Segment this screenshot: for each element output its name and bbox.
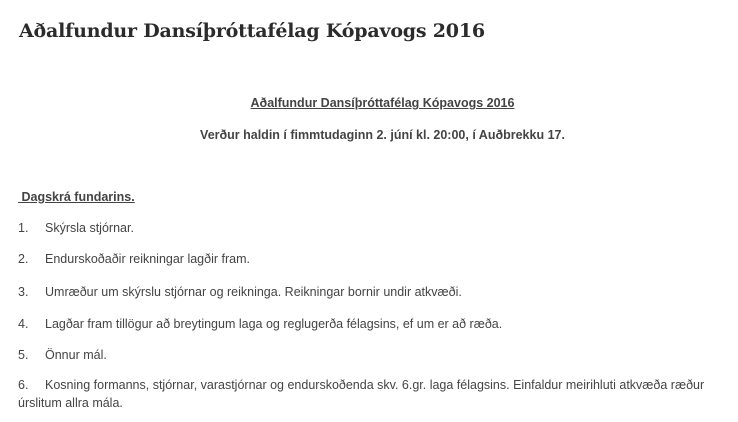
agenda-title: Dagskrá fundarins. — [18, 190, 135, 204]
agenda-item-number: 6. — [18, 378, 29, 392]
agenda-item-number: 3. — [18, 285, 29, 299]
page-title: Aðalfundur Dansíþróttafélag Kópavogs 2016 — [19, 20, 485, 42]
agenda-item — [18, 219, 733, 237]
agenda-item — [18, 250, 733, 268]
agenda-item-text: Umræður um skýrslu stjórnar og reikninga. Reikningar bornir undir atkvæði. — [45, 285, 462, 299]
meeting-heading: Aðalfundur Dansíþróttafélag Kópavogs 2016 — [250, 96, 515, 110]
meeting-details: Verður haldin í fimmtudaginn 2. júní kl. 20:00, í Auðbrekku 17. — [200, 128, 565, 142]
agenda-item-text: Önnur mál. — [45, 348, 107, 362]
agenda-item-text: Endurskoðaðir reikningar lagðir fram. — [45, 252, 250, 266]
agenda-item — [18, 346, 733, 364]
agenda-item — [18, 376, 733, 412]
agenda-item-text: Lagðar fram tillögur að breytingum laga og reglugerða félagsins, ef um er að ræða. — [45, 317, 503, 331]
agenda-item — [18, 283, 733, 301]
agenda-item-text: Kosning formanns, stjórnar, varastjórnar og endurskoðenda skv. 6.gr. laga félagsins. Einfaldur meirihluti atkvæða ræður úrslitum allra mála. — [18, 378, 705, 410]
agenda-item-number: 5. — [18, 348, 29, 362]
agenda-item-number: 4. — [18, 317, 29, 331]
agenda-item — [18, 315, 733, 333]
agenda-item-number: 2. — [18, 252, 29, 266]
agenda-item-number: 1. — [18, 221, 29, 235]
agenda-item-text: Skýrsla stjórnar. — [45, 221, 134, 235]
